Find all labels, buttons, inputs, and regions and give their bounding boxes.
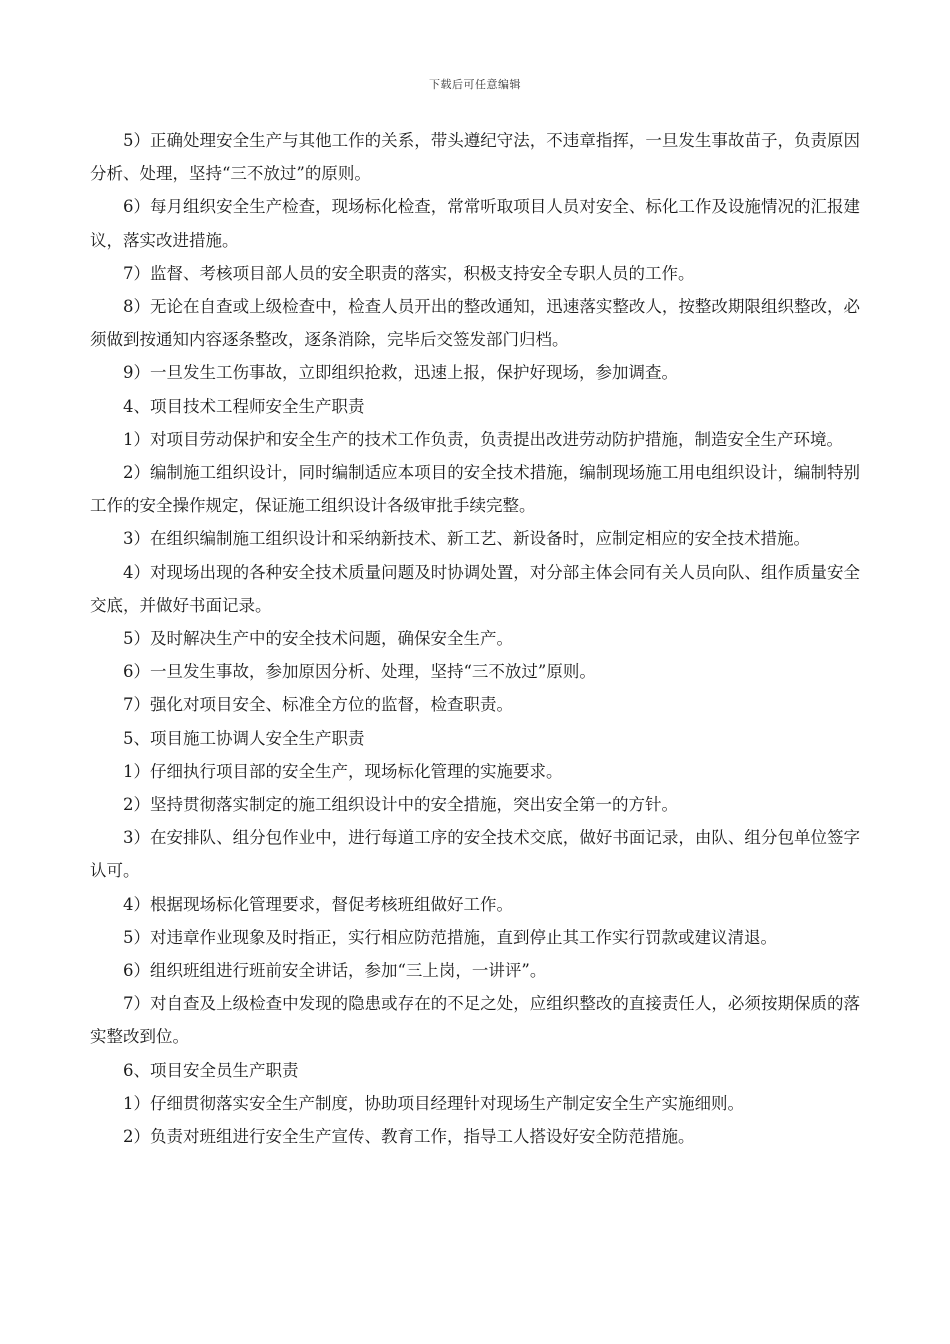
page-header: 下载后可任意编辑 [429, 78, 521, 91]
section-heading: 4、项目技术工程师安全生产职责 [123, 396, 365, 416]
paragraph: 8）无论在自查或上级检查中，检查人员开出的整改通知，迅速落实整改人，按整改期限组织整改，必须做到按通知内容逐条整改，逐条消除，完毕后交签发部门归档。 [90, 297, 860, 350]
paragraph: 4）根据现场标化管理要求，督促考核班组做好工作。 [123, 894, 513, 914]
paragraph: 2）负责对班组进行安全生产宣传、教育工作，指导工人搭设好安全防范措施。 [123, 1127, 695, 1147]
paragraph: 7）对自查及上级检查中发现的隐患或存在的不足之处，应组织整改的直接责任人，必须按期保质的落实整改到位。 [90, 994, 860, 1047]
document-body [90, 124, 860, 1153]
paragraph: 4）对现场出现的各种安全技术质量问题及时协调处置，对分部主体会同有关人员向队、组作质量安全交底，并做好书面记录。 [90, 562, 860, 615]
paragraph: 1）对项目劳动保护和安全生产的技术工作负责，负责提出改进劳动防护措施，制造安全生产环境。 [123, 429, 843, 449]
paragraph: 9）一旦发生工伤事故，立即组织抢救，迅速上报，保护好现场，参加调查。 [123, 363, 678, 383]
paragraph: 3）在安排队、组分包作业中，进行每道工序的安全技术交底，做好书面记录，由队、组分包单位签字认可。 [90, 828, 860, 881]
paragraph: 3）在组织编制施工组织设计和采纳新技术、新工艺、新设备时，应制定相应的安全技术措施。 [123, 529, 810, 549]
section-heading: 6、项目安全员生产职责 [123, 1060, 299, 1080]
paragraph: 7）监督、考核项目部人员的安全职责的落实，积极支持安全专职人员的工作。 [123, 263, 695, 283]
paragraph: 6）组织班组进行班前安全讲话，参加“三上岗，一讲评”。 [123, 961, 547, 981]
paragraph: 5）对违章作业现象及时指正，实行相应防范措施，直到停止其工作实行罚款或建议清退。 [123, 927, 777, 947]
paragraph: 2）坚持贯彻落实制定的施工组织设计中的安全措施，突出安全第一的方针。 [123, 795, 678, 815]
paragraph: 5）正确处理安全生产与其他工作的关系，带头遵纪守法，不违章指挥，一旦发生事故苗子，负责原因分析、处理，坚持“三不放过”的原则。 [90, 131, 860, 184]
section-heading: 5、项目施工协调人安全生产职责 [123, 728, 365, 748]
paragraph: 1）仔细贯彻落实安全生产制度，协助项目经理针对现场生产制定安全生产实施细则。 [123, 1093, 744, 1113]
paragraph: 5）及时解决生产中的安全技术问题，确保安全生产。 [123, 629, 513, 649]
paragraph: 6）每月组织安全生产检查，现场标化检查，常常听取项目人员对安全、标化工作及设施情况的汇报建议，落实改进措施。 [90, 197, 860, 250]
paragraph: 2）编制施工组织设计，同时编制适应本项目的安全技术措施，编制现场施工用电组织设计，编制特别工作的安全操作规定，保证施工组织设计各级审批手续完整。 [90, 463, 860, 516]
paragraph: 6）一旦发生事故，参加原因分析、处理，坚持“三不放过”原则。 [123, 662, 596, 682]
paragraph: 7）强化对项目安全、标准全方位的监督，检查职责。 [123, 695, 513, 715]
paragraph: 1）仔细执行项目部的安全生产，现场标化管理的实施要求。 [123, 761, 563, 781]
